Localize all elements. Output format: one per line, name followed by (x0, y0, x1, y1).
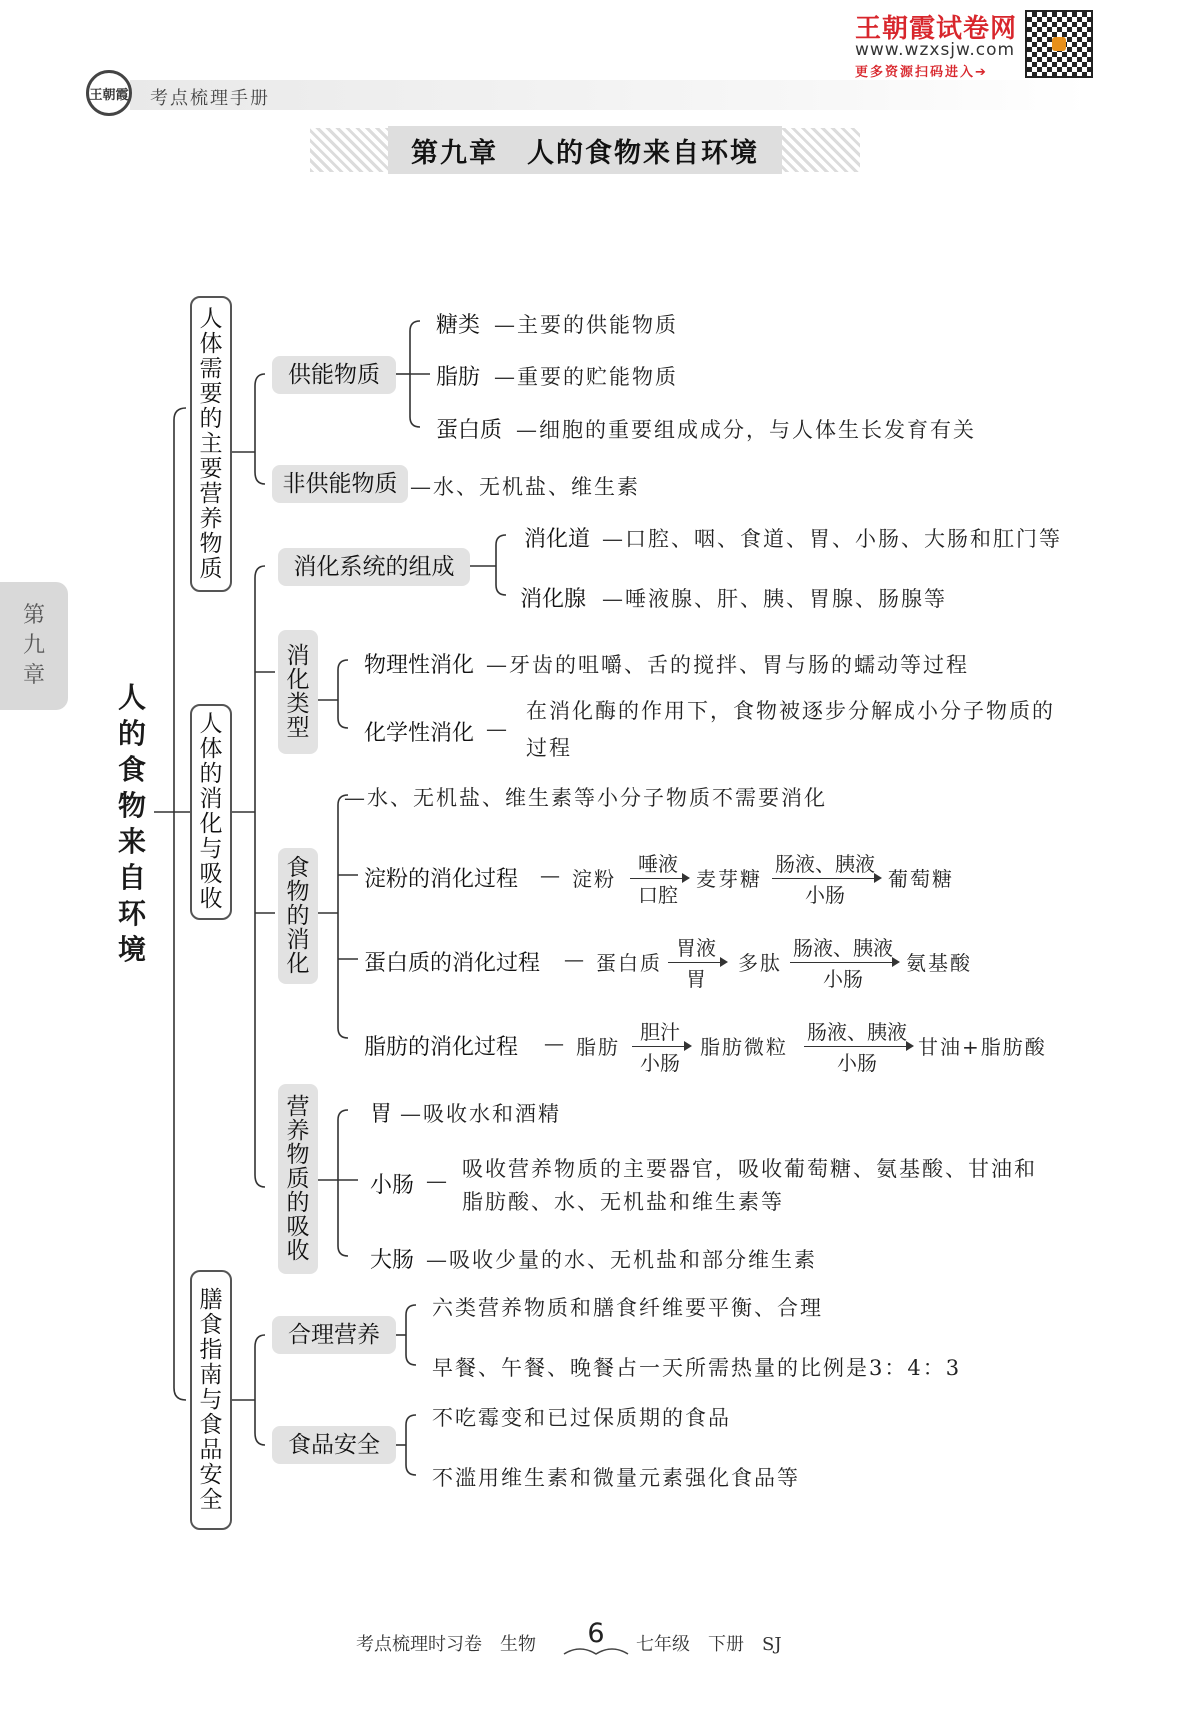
branch-char: 与 (199, 1386, 223, 1413)
node-food-digestion (278, 848, 318, 984)
branch-char: 食 (199, 1311, 223, 1338)
footer-right: 七年级 下册 SJ (636, 1634, 782, 1655)
branch-char: 的 (199, 405, 223, 432)
desc-food-safety-2: 不滥用维生素和微量元素强化食品等 (432, 1466, 800, 1490)
side-tab-char: 九 (22, 633, 45, 658)
branch-char: 主 (199, 430, 223, 457)
brand-name[interactable]: 王朝霞试卷网 (855, 14, 1018, 44)
desc-non-energy: 水、无机盐、维生素 (433, 475, 640, 499)
branch-char: 品 (199, 1436, 223, 1463)
protein-enzyme-label-2: 肠液、胰液 (793, 936, 893, 960)
desc-chemical-digestion: 在消化酶的作用下，食物被逐步分解成小分子物质的 (526, 699, 1055, 723)
desc-stomach: 吸收水和酒精 (423, 1102, 561, 1126)
fat-site-label-2: 小肠 (837, 1051, 877, 1075)
node-fat-digestion: 脂肪的消化过程 (364, 1035, 519, 1060)
node-char: 消 (286, 643, 310, 669)
branch-char: 体 (199, 736, 223, 762)
branch-char: 养 (199, 505, 223, 532)
footer-left: 考点梳理时习卷 生物 (356, 1634, 536, 1655)
node-char: 营 (286, 1094, 310, 1120)
branch-char: 食 (199, 1411, 223, 1438)
node-physical-digestion: 物理性消化 (364, 653, 475, 678)
logo-text: 王朝霞 (89, 87, 129, 103)
root-char: 物 (117, 789, 146, 822)
desc-food-safety-1: 不吃霉变和已过保质期的食品 (432, 1406, 731, 1430)
node-char: 化 (286, 667, 310, 693)
desc-balanced-nutrition-1: 六类营养物质和膳食纤维要平衡、合理 (432, 1296, 823, 1320)
root-char: 境 (117, 933, 146, 966)
starch-site-label: 口腔 (638, 883, 678, 907)
page-number: 6 (587, 1618, 605, 1649)
glycerol-fatty-acid: 甘油+脂肪酸 (918, 1035, 1047, 1059)
node-char: 食 (286, 855, 310, 881)
branch-nutrients-box (190, 296, 232, 592)
branch-char: 收 (199, 886, 223, 912)
root-char: 人 (117, 681, 146, 714)
desc-digestive-tract: 口腔、咽、食道、胃、小肠、大肠和肛门等 (625, 527, 1062, 551)
brand-url[interactable]: www.wzxsjw.com (855, 40, 1016, 60)
branch-char: 膳 (199, 1286, 223, 1313)
node-fat: 脂肪 (436, 365, 481, 390)
root-char: 来 (117, 825, 146, 858)
branch-char: 需 (199, 355, 223, 382)
desc-small-intestine: 吸收营养物质的主要器官，吸收葡萄糖、氨基酸、甘油和 (462, 1157, 1037, 1181)
protein-dash: — (564, 947, 586, 971)
branch-char: 南 (199, 1361, 223, 1388)
branch-digestion-box (190, 704, 232, 920)
node-food-safety: 食品安全 (272, 1426, 396, 1464)
branch-char: 安 (199, 1461, 223, 1488)
desc-large-intestine: 吸收少量的水、无机盐和部分维生素 (449, 1248, 817, 1272)
node-char: 化 (286, 951, 310, 977)
starch-substance: 淀粉 (572, 867, 616, 891)
desc-sugar: 主要的供能物质 (517, 313, 678, 337)
amino-acid: 氨基酸 (906, 951, 972, 975)
node-balanced-nutrition: 合理营养 (272, 1316, 396, 1354)
fat-site-label: 小肠 (640, 1051, 680, 1075)
root-char: 环 (117, 897, 146, 930)
node-char: 的 (286, 903, 310, 929)
branch-diet-box (190, 1270, 232, 1530)
maltose: 麦芽糖 (696, 867, 762, 891)
desc-protein-row: —细胞的重要组成成分，与人体生长发育有关 (516, 418, 976, 442)
desc-chemical-digestion-cont: 过程 (526, 736, 572, 760)
starch-dash: — (540, 863, 562, 887)
side-tab-char: 第 (22, 603, 45, 628)
node-char: 物 (286, 879, 310, 905)
chapter-title: 第九章 人的食物来自环境 (388, 126, 782, 174)
branch-char: 物 (199, 530, 223, 557)
branch-char: 的 (199, 761, 223, 787)
node-starch-digestion: 淀粉的消化过程 (364, 867, 519, 892)
glucose: 葡萄糖 (888, 867, 954, 891)
starch-site-label-2: 小肠 (805, 883, 845, 907)
desc-small-intestine-dash: — (426, 1169, 449, 1193)
node-char: 类 (286, 691, 310, 717)
desc-fat: 重要的贮能物质 (517, 365, 678, 389)
branch-char: 消 (199, 786, 223, 812)
desc-chemical-digestion-dash: — (486, 717, 509, 741)
branch-char: 吸 (199, 861, 223, 887)
branch-char: 指 (199, 1336, 223, 1363)
node-digestive-tract: 消化道 (524, 527, 591, 552)
desc-digestive-glands: 唾液腺、肝、胰、胃腺、肠腺等 (625, 587, 947, 611)
node-digestive-glands: 消化腺 (520, 587, 587, 612)
desc-digestive-glands-row: —唾液腺、肝、胰、胃腺、肠腺等 (602, 587, 947, 611)
branch-char: 人 (199, 305, 223, 332)
node-char: 收 (286, 1238, 310, 1264)
desc-protein: 细胞的重要组成成分，与人体生长发育有关 (539, 418, 976, 442)
desc-physical-digestion: 牙齿的咀嚼、舌的搅拌、胃与肠的蠕动等过程 (509, 653, 969, 677)
branch-char: 营 (199, 480, 223, 507)
fat-enzyme-label: 胆汁 (640, 1020, 680, 1044)
branch-char: 全 (199, 1486, 223, 1513)
branch-char: 与 (199, 836, 223, 862)
desc-small-intestine-cont: 脂肪酸、水、无机盐和维生素等 (462, 1190, 784, 1214)
protein-enzyme-label: 胃液 (676, 936, 716, 960)
node-energy-substances: 供能物质 (272, 356, 396, 394)
branch-char: 化 (199, 811, 223, 837)
branch-char: 质 (199, 555, 223, 582)
desc-stomach-row: —吸收水和酒精 (400, 1102, 561, 1126)
node-char: 吸 (286, 1214, 310, 1240)
protein-site-label: 胃 (686, 967, 706, 991)
protein-site-label-2: 小肠 (823, 967, 863, 991)
node-char: 物 (286, 1142, 310, 1168)
brand-slogan[interactable]: 更多资源扫码进入➔ (855, 65, 988, 80)
node-char: 养 (286, 1118, 310, 1144)
fat-enzyme-label-2: 肠液、胰液 (807, 1020, 907, 1044)
branch-char: 要 (199, 380, 223, 407)
node-non-energy-substances: 非供能物质 (272, 465, 408, 503)
desc-balanced-nutrition-2: 早餐、午餐、晚餐占一天所需热量的比例是3：4：3 (432, 1356, 962, 1380)
node-chemical-digestion: 化学性消化 (364, 721, 475, 746)
branch-char: 人 (199, 711, 223, 737)
desc-large-intestine-row: —吸收少量的水、无机盐和部分维生素 (426, 1248, 817, 1272)
node-char: 型 (286, 715, 310, 741)
desc-sugar-row: —主要的供能物质 (494, 313, 678, 337)
node-protein-digestion: 蛋白质的消化过程 (364, 951, 541, 976)
starch-enzyme-label: 唾液 (638, 852, 678, 876)
desc-digestive-tract-row: —口腔、咽、食道、胃、小肠、大肠和肛门等 (602, 527, 1062, 551)
node-digestive-system: 消化系统的组成 (278, 548, 470, 586)
root-char: 食 (117, 753, 146, 786)
desc-non-energy-row: —水、无机盐、维生素 (410, 475, 640, 499)
manual-title: 考点梳理手册 (150, 88, 270, 109)
node-sugar: 糖类 (436, 313, 481, 338)
fat-substance: 脂肪 (576, 1035, 620, 1059)
polypeptide: 多肽 (738, 951, 782, 975)
mindmap-root (110, 680, 154, 968)
node-large-intestine: 大肠 (370, 1248, 415, 1273)
desc-physical-digestion-row: —牙齿的咀嚼、舌的搅拌、胃与肠的蠕动等过程 (486, 653, 969, 677)
root-char: 的 (117, 717, 146, 750)
desc-fat-row: —重要的贮能物质 (494, 365, 678, 389)
node-char: 消 (286, 927, 310, 953)
node-small-intestine: 小肠 (370, 1173, 415, 1198)
node-char: 的 (286, 1190, 310, 1216)
protein-substance: 蛋白质 (596, 951, 662, 975)
side-tab-char: 章 (22, 663, 45, 688)
node-char: 质 (286, 1166, 310, 1192)
starch-enzyme-label-2: 肠液、胰液 (775, 852, 875, 876)
root-char: 自 (117, 861, 146, 894)
desc-food-note: 水、无机盐、维生素等小分子物质不需要消化 (367, 786, 827, 810)
branch-char: 体 (199, 330, 223, 357)
node-protein: 蛋白质 (436, 418, 503, 443)
fat-droplets: 脂肪微粒 (700, 1035, 788, 1059)
branch-char: 要 (199, 455, 223, 482)
node-stomach: 胃 (370, 1102, 393, 1127)
fat-dash: — (544, 1031, 566, 1055)
desc-food-note-row: —水、无机盐、维生素等小分子物质不需要消化 (344, 786, 827, 810)
node-digestion-types (278, 630, 318, 754)
node-absorption (278, 1084, 318, 1274)
